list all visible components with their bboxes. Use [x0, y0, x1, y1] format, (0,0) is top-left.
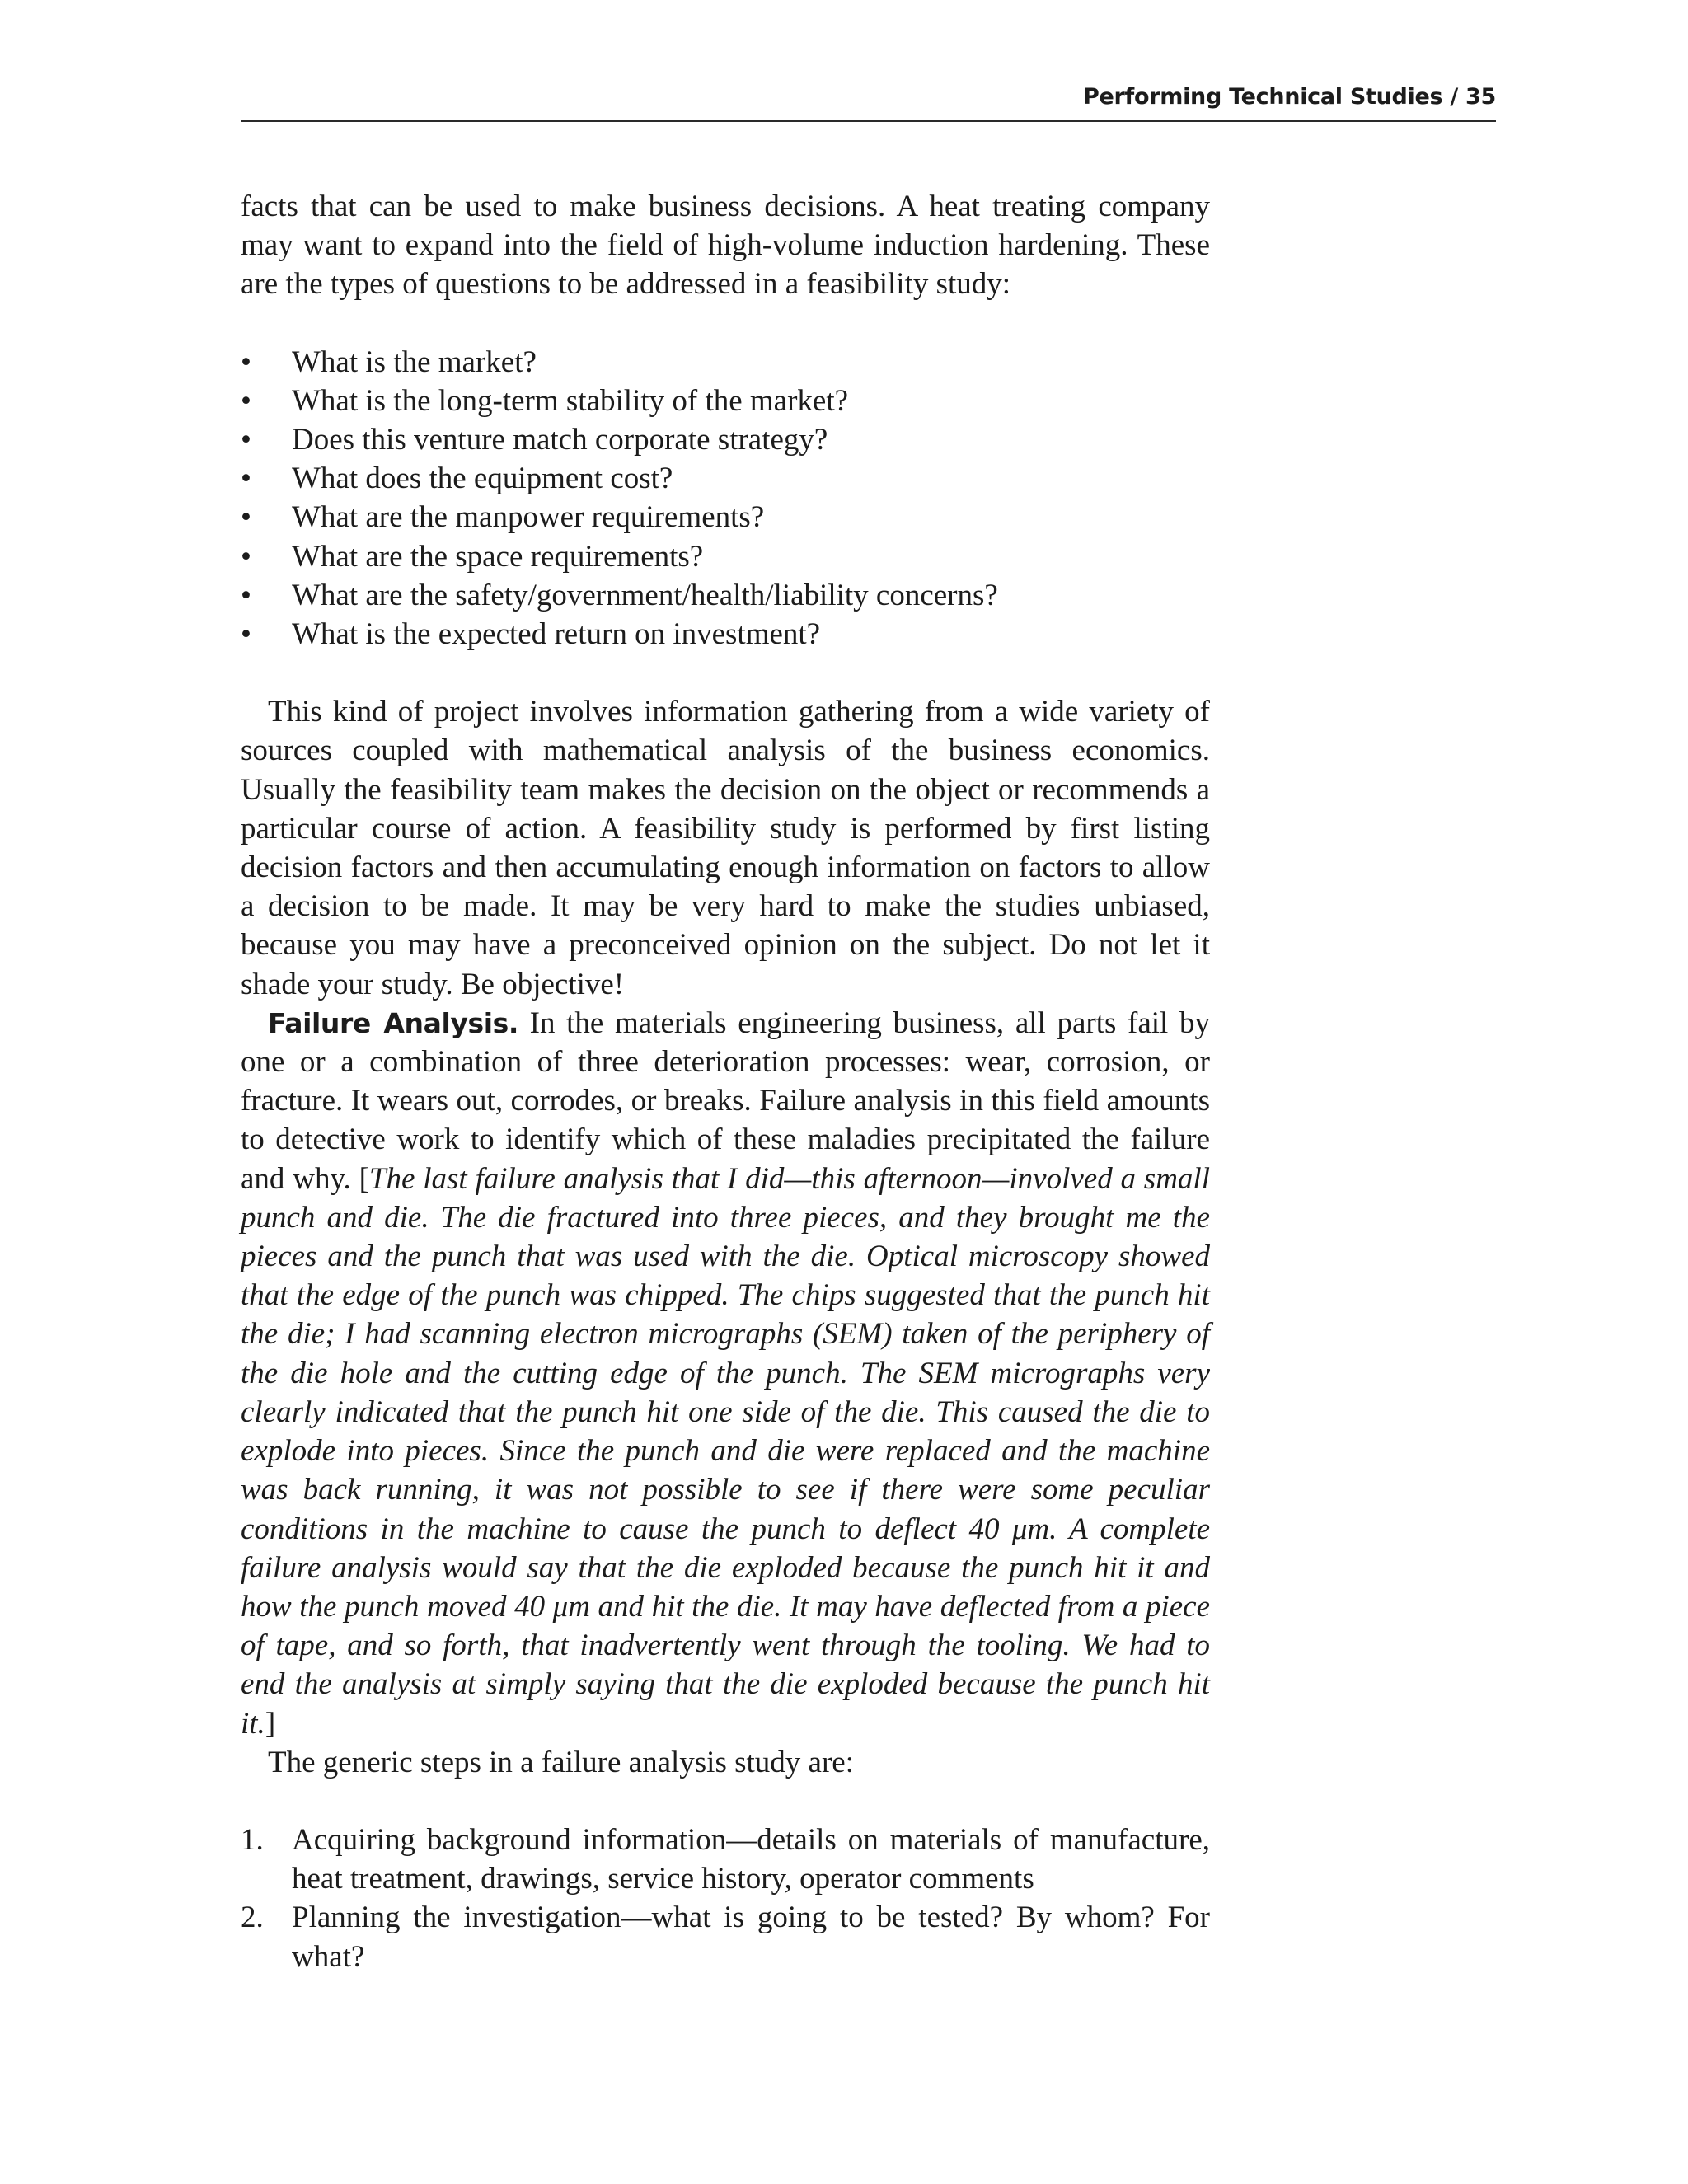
failure-analysis-heading: Failure Analysis.	[268, 1006, 518, 1039]
failure-analysis-paragraph	[241, 1004, 1210, 1743]
list-item	[241, 576, 1210, 615]
bullet-icon: •	[241, 423, 251, 457]
failure-analysis-text: In the materials engineering business, all parts fail by one or a combination of three deterioration processes: wear, corrosion, or fracture. It wears out, corrodes, or breaks. Failure analysis in this field amounts to detective work to identify which of these maladies precipitated the failure and why. [	[241, 1005, 1210, 1196]
list-item	[241, 615, 1210, 654]
step-number: 2.	[241, 1900, 264, 1935]
spacer	[241, 304, 1210, 343]
feasibility-questions-list	[241, 343, 1210, 654]
spacer	[241, 1782, 1210, 1821]
question-text: What is the expected return on investment?	[292, 617, 821, 652]
question-text: What is the long-term stability of the market?	[292, 383, 849, 418]
step-text: Planning the investigation—what is going to be tested? By whom? For what?	[292, 1900, 1210, 1974]
steps-intro: The generic steps in a failure analysis study are:	[268, 1745, 854, 1779]
list-item	[241, 420, 1210, 459]
step-text: Acquiring background information—details on materials of manufacture, heat treatment, drawings, service history, operator comments	[292, 1822, 1210, 1896]
bullet-icon: •	[241, 539, 251, 574]
list-item	[241, 1898, 1210, 1975]
failure-analysis-anecdote: The last failure analysis that I did—this afternoon—involved a small punch and die. The die fractured into three pieces, and they brought me the pieces and the punch that was used with the die. Optical microscopy showed that the edge of the punch was chipped. The chips suggested that the punch hit the die; I had scanning electron micrographs (SEM) taken of the periphery of the die hole and the cutting edge of the punch. The SEM micrographs very clearly indicated that the punch hit one side of the die. This caused the die to explode into pieces. Since the punch and die were replaced and the machine was back running, it was not possible to see if there were some peculiar conditions in the machine to cause the punch to deflect 40 μm. A complete failure analysis would say that the die exploded because the punch hit it and how the punch moved 40 μm and hit the die. It may have deflected from a piece of tape, and so forth, that inadvertently went through the tooling. We had to end the analysis at simply saying that the die exploded because the punch hit it.	[241, 1161, 1210, 1741]
question-text: What are the manpower requirements?	[292, 500, 765, 535]
question-text: What are the safety/government/health/liability concerns?	[292, 578, 998, 612]
closing-bracket: ]	[265, 1706, 276, 1741]
list-item	[241, 1821, 1210, 1898]
spacer	[241, 654, 1210, 692]
question-text: What does the equipment cost?	[292, 462, 673, 496]
bullet-icon: •	[241, 462, 251, 496]
feasibility-paragraph: This kind of project involves information gathering from a wide variety of sources coupled with mathematical analysis of the business economics. Usually the feasibility team makes the decision on the object or recommends a particular course of action. A feasibility study is performed by first listing decision factors and then accumulating enough information on factors to allow a decision to be made. It may be very hard to make the studies unbiased, because you may have a preconceived opinion on the subject. Do not let it shade your study. Be objective!	[241, 695, 1210, 1001]
bullet-icon: •	[241, 617, 251, 652]
running-head-text: Performing Technical Studies / 35	[1083, 84, 1496, 110]
bullet-icon: •	[241, 500, 251, 535]
question-text: Does this venture match corporate strategy?	[292, 423, 828, 457]
bullet-icon: •	[241, 383, 251, 418]
page-body	[241, 187, 1210, 1976]
list-item	[241, 343, 1210, 382]
step-number: 1.	[241, 1822, 264, 1857]
intro-paragraph: facts that can be used to make business decisions. A heat treating company may want to expand into the field of high-volume induction hardening. These are the types of questions to be addressed in a feasibility study:	[241, 190, 1210, 302]
running-head	[241, 82, 1496, 122]
list-item	[241, 498, 1210, 537]
list-item	[241, 537, 1210, 576]
list-item	[241, 459, 1210, 498]
list-item	[241, 382, 1210, 420]
bullet-icon: •	[241, 578, 251, 612]
question-text: What are the space requirements?	[292, 539, 704, 574]
question-text: What is the market?	[292, 344, 537, 379]
bullet-icon: •	[241, 344, 251, 379]
failure-analysis-steps-list	[241, 1821, 1210, 1976]
